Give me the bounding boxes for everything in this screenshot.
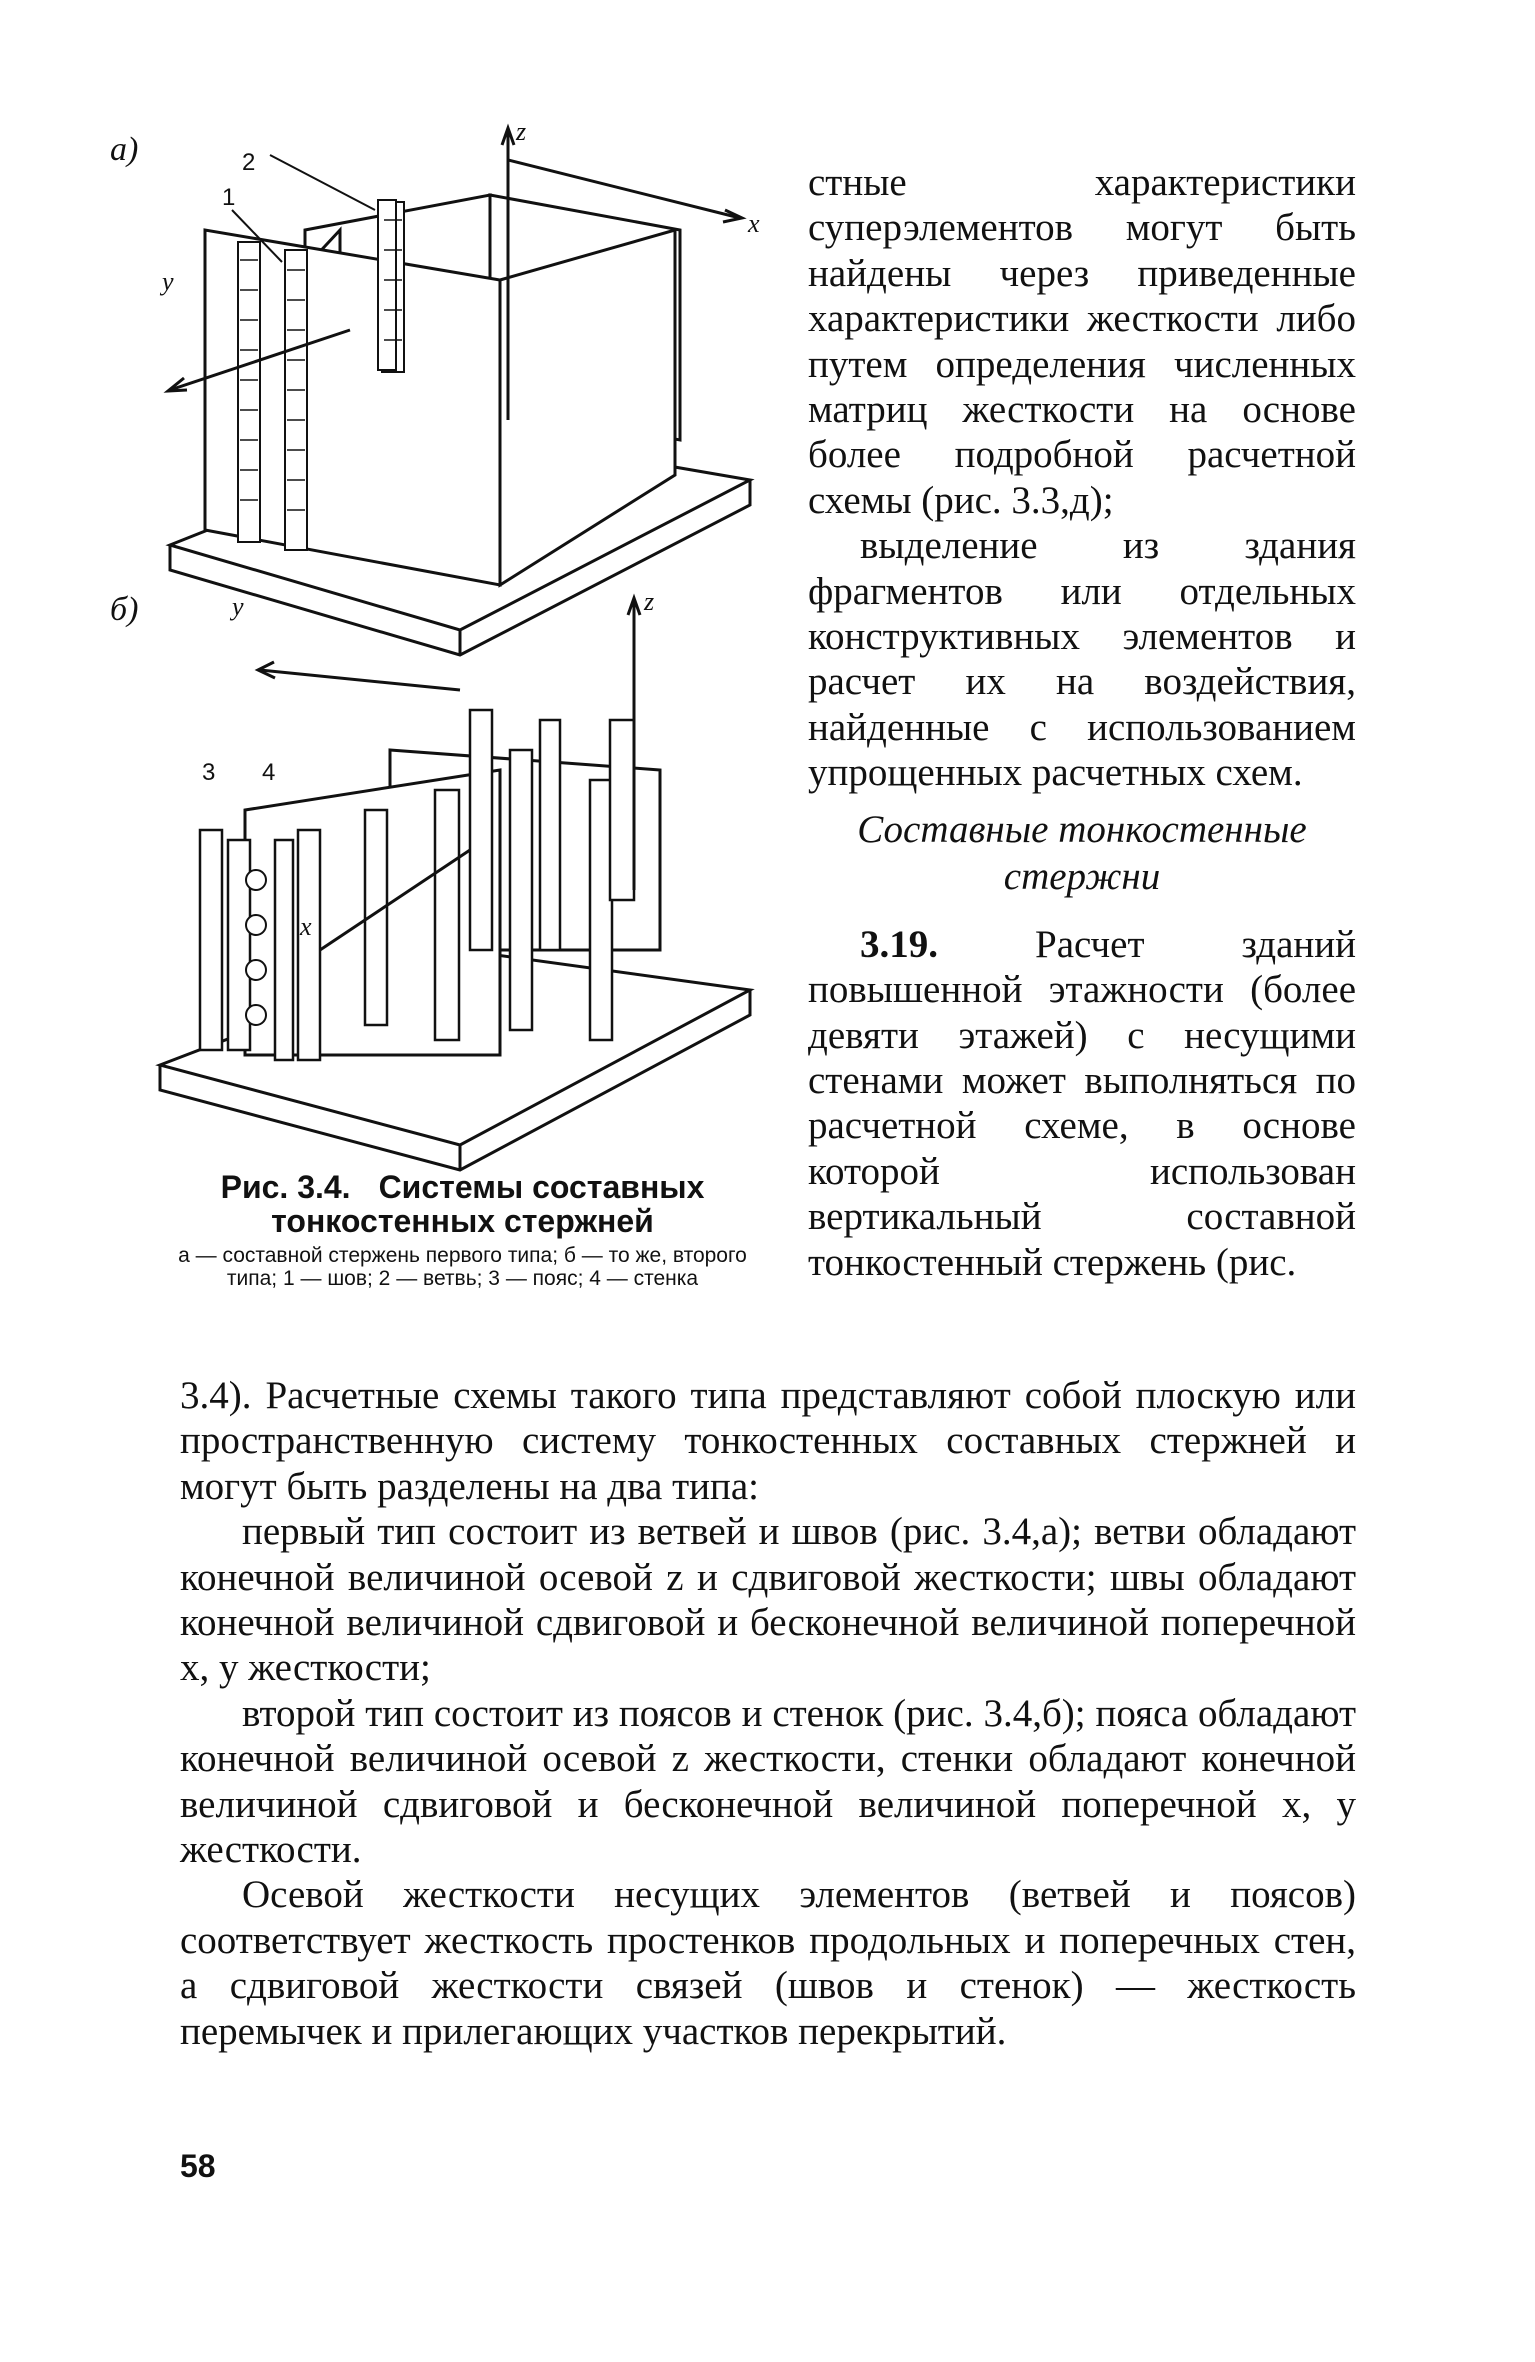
axis-x-a: x <box>748 209 760 238</box>
right-paragraph-1: стные характеристики суперэлементов могут быть найдены через приведенные характеристики жесткости либо путем определения численных матриц жесткости на основе более подробной расчетной схемы (рис. 3.3,д); <box>808 161 1356 522</box>
page-number: 58 <box>180 2148 216 2184</box>
figure-a <box>168 128 750 655</box>
axis-x-b: x <box>300 912 312 941</box>
right-paragraph-3-text: Расчет зданий повышенной этажности (более девяти этажей) с несущими стенами может выполняться по расчетной схеме, в основе которой использован вертикальный составной тонкостенный стержень (рис. <box>808 922 1356 1284</box>
label-1-a: 1 <box>222 184 236 211</box>
axis-z-b: z <box>644 587 655 616</box>
caption-title-line-1: Системы составных <box>378 1169 705 1205</box>
section-number: 3.19. <box>860 922 938 966</box>
body-paragraph-1: 3.4). Расчетные схемы такого типа представляют собой плоскую или пространственную систему тонкостенных составных стержней и могут быть разделены на два типа: <box>180 1374 1356 1508</box>
axis-y-b: y <box>232 592 244 621</box>
axis-y-a: y <box>162 267 174 296</box>
right-paragraph-2: выделение из здания фрагментов или отдельных конструктивных элементов и расчет их на воздействия, найденные с использованием упрощенных расчетных схем. <box>808 524 1356 795</box>
section-heading: Составные тонкостенные стержни <box>857 807 1307 898</box>
caption-title-line-2: тонкостенных стержней <box>271 1203 654 1239</box>
caption-title <box>170 1170 755 1238</box>
body-text <box>180 1373 1356 2054</box>
body-paragraph-2: первый тип состоит из ветвей и швов (рис. 3.4,а); ветви обладают конечной величиной осевой z и сдвиговой жесткости; швы обладают конечной величиной сдвиговой и бесконечной величиной поперечной x, y жесткости; <box>180 1510 1356 1690</box>
figure-3-4 <box>110 117 770 1160</box>
right-paragraph-3 <box>808 922 1356 1285</box>
caption-legend: а — составной стержень первого типа; б — то же, второго типа; 1 — шов; 2 — ветвь; 3 — пояс; 4 — стенка <box>178 1244 747 1290</box>
label-2-a: 2 <box>242 149 256 176</box>
right-column-text <box>808 160 1356 1285</box>
body-paragraph-4: Осевой жесткости несущих элементов (ветвей и поясов) соответствует жесткость простенков продольных и поперечных стен, а сдвиговой жесткости связей (швов и стенок) — жесткость перемычек и прилегающих участков перекрытий. <box>180 1873 1356 2053</box>
label-4-b: 4 <box>262 759 276 786</box>
figure-b-label: б) <box>110 591 139 628</box>
label-3-b: 3 <box>202 759 216 786</box>
axis-z-a: z <box>516 117 527 146</box>
figure-a-label: а) <box>110 131 139 168</box>
figure-b <box>160 598 750 1170</box>
body-paragraph-3: второй тип состоит из поясов и стенок (рис. 3.4,б); пояса обладают конечной величиной осевой z жесткости, стенки обладают конечной величиной сдвиговой и бесконечной величиной поперечной x, y жесткости. <box>180 1691 1356 1872</box>
caption-number: Рис. 3.4. <box>220 1169 351 1205</box>
figure-caption <box>170 1170 755 1290</box>
